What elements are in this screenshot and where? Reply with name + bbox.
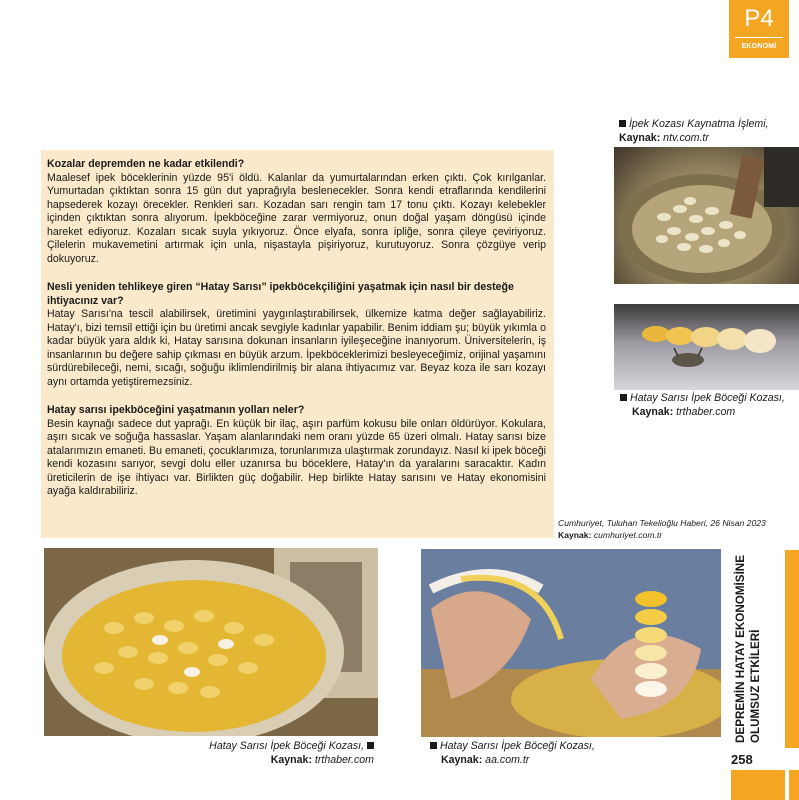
photo-cocoon-basket xyxy=(44,548,378,736)
answer-1: Maalesef ipek böceklerinin yüzde 95'i öldü. Kalanlar da yumurtalarından erken çıktı. Çok kırılganlar. Yumurtadan çıktıktan sonra 15 gün dut yaprağıyla beslenecekler. Sonra kendi etraflarında kendilerini hapsederek kozayı örecekler. Renkleri sarı. Kozadan sarı rengin tam 17 tonu çıktı. Kozayı kelebekler içinden çıktıktan sonra alıyorum. İpekböceğine zarar vermiyoruz, onun doğal yaşam döngüsü içinde hareket ediyoruz. Kozaları sıcak suyla yıkıyoruz. Önce elyafa, sonra ipliğe, sonra çileye çeviriyoruz. Çilelerin mukavemetini artırmak için unla, nişastayla pişiriyoruz, kurutuyoruz. Sonra çözgüye verip dokuyoruz. xyxy=(47,171,546,265)
caption-text: İpek Kozası Kaynatma İşlemi, xyxy=(628,118,769,130)
photo-caption-2 xyxy=(620,391,785,419)
photo-cocoon-row xyxy=(614,304,799,390)
source-label: Kaynak: xyxy=(619,132,661,144)
question-1: Kozalar depremden ne kadar etkilendi? xyxy=(47,158,245,170)
page-number: 258 xyxy=(731,752,753,767)
caption-marker-icon xyxy=(620,394,627,401)
caption-marker-icon xyxy=(430,742,437,749)
caption-site: ntv.com.tr xyxy=(663,132,709,144)
chapter-title xyxy=(731,553,767,745)
section-label: EKONOMİ xyxy=(741,43,777,50)
accent-bar xyxy=(785,550,799,748)
caption-text: Hatay Sarısı İpek Böceği Kozası, xyxy=(209,740,365,752)
photo-cocoon-boiling xyxy=(614,147,799,284)
caption-site: trthaber.com xyxy=(314,754,374,766)
footer-accent xyxy=(731,770,785,800)
caption-text: Hatay Sarısı İpek Böceği Kozası, xyxy=(629,392,785,404)
answer-2: Hatay Sarısı'na tescil alabilirsek, üretimini yaygınlaştırabilirsek, ülkemize katma değer sağlayabiliriz. Hatay'ı, bizi temsil ettiği için bu üretimi ancak sevgiyle kadınlar yapabilir. Benim iddiam şu; büyük yıkımla o kadar büyük yara aldık ki, Hatay sarısına dokunan insanların iyileşeceğine inanıyorum. Üniversitelerin, iş insanlarının bu değere sahip çıkması en büyük arzum. İpekböceklerimizi besleyeceğimiz, orijinal yaşamını sürdürebileceği, nemi, sıcağı, soğuğu iklimlendirilmiş bir alana ihtiyacımız var. Beyaz koza ile sarı kozayı aynı ortamda yetiştiremezsiniz. xyxy=(47,308,546,388)
source-label: Kaynak: xyxy=(270,754,312,766)
photo-caption-4 xyxy=(430,739,595,767)
caption-marker-icon xyxy=(367,742,374,749)
caption-site: trthaber.com xyxy=(676,406,736,418)
photo-caption-1 xyxy=(619,117,769,145)
question-2: Nesli yeniden tehlikeye giren “Hatay Sarısı” ipekböcekçiliğini yaşatmak için nasıl bir desteğe ihtiyacınız var? xyxy=(47,281,514,307)
badge-divider xyxy=(735,37,783,38)
footer-accent-edge xyxy=(789,770,799,800)
chapter-title-line-2: OLUMSUZ ETKİLERİ xyxy=(749,629,762,743)
article-site: cumhuriyet.com.tr xyxy=(593,530,663,540)
source-label: Kaynak: xyxy=(632,406,674,418)
page-code: P4 xyxy=(744,5,774,32)
article-source xyxy=(558,517,766,541)
question-3: Hatay sarısı ipekböceğini yaşatmanın yolları neler? xyxy=(47,404,305,416)
source-label: Kaynak: xyxy=(441,754,483,766)
caption-text: Hatay Sarısı İpek Böceği Kozası, xyxy=(439,740,595,752)
source-label: Kaynak: xyxy=(558,530,592,540)
chapter-title-line-1: DEPREMİN HATAY EKONOMİSİNE xyxy=(734,555,747,743)
caption-marker-icon xyxy=(619,120,626,127)
caption-site: aa.com.tr xyxy=(485,754,530,766)
page-badge xyxy=(729,0,789,58)
answer-3: Besin kaynağı sadece dut yaprağı. En küçük bir ilaç, aşırı parfüm kokusu bile onları öldürüyor. Kokulara, aşırı sıcak ve soğuğa hassaslar. Yaşam alanlarındaki nem oranı yüzde 65 üzeri olmalı. Hatay sarısı bize atalarımızın emaneti. Bu emaneti, çocuklarımıza, torunlarımıza ulaştırmak zorundayız. Nasıl ki ipek böceği kendi kozasını sarıyor, sevgi dolu eller uzanırsa bu böceklere, Hatay'ın da yaralarını saracaktır. Kadın üreticilerin de işe ihtiyacı var. Birlikten güç doğabilir. Hep birlikte Hatay sarısını ve Hatay ekonomisini ayağa kaldırabiliriz. xyxy=(47,417,546,497)
interview-panel xyxy=(41,150,554,538)
photo-caption-3 xyxy=(204,739,374,767)
article-credit: Cumhuriyet, Tuluhan Tekelioğlu Haberi, 26 Nisan 2023 xyxy=(558,518,766,528)
photo-hands-silk xyxy=(421,549,721,737)
